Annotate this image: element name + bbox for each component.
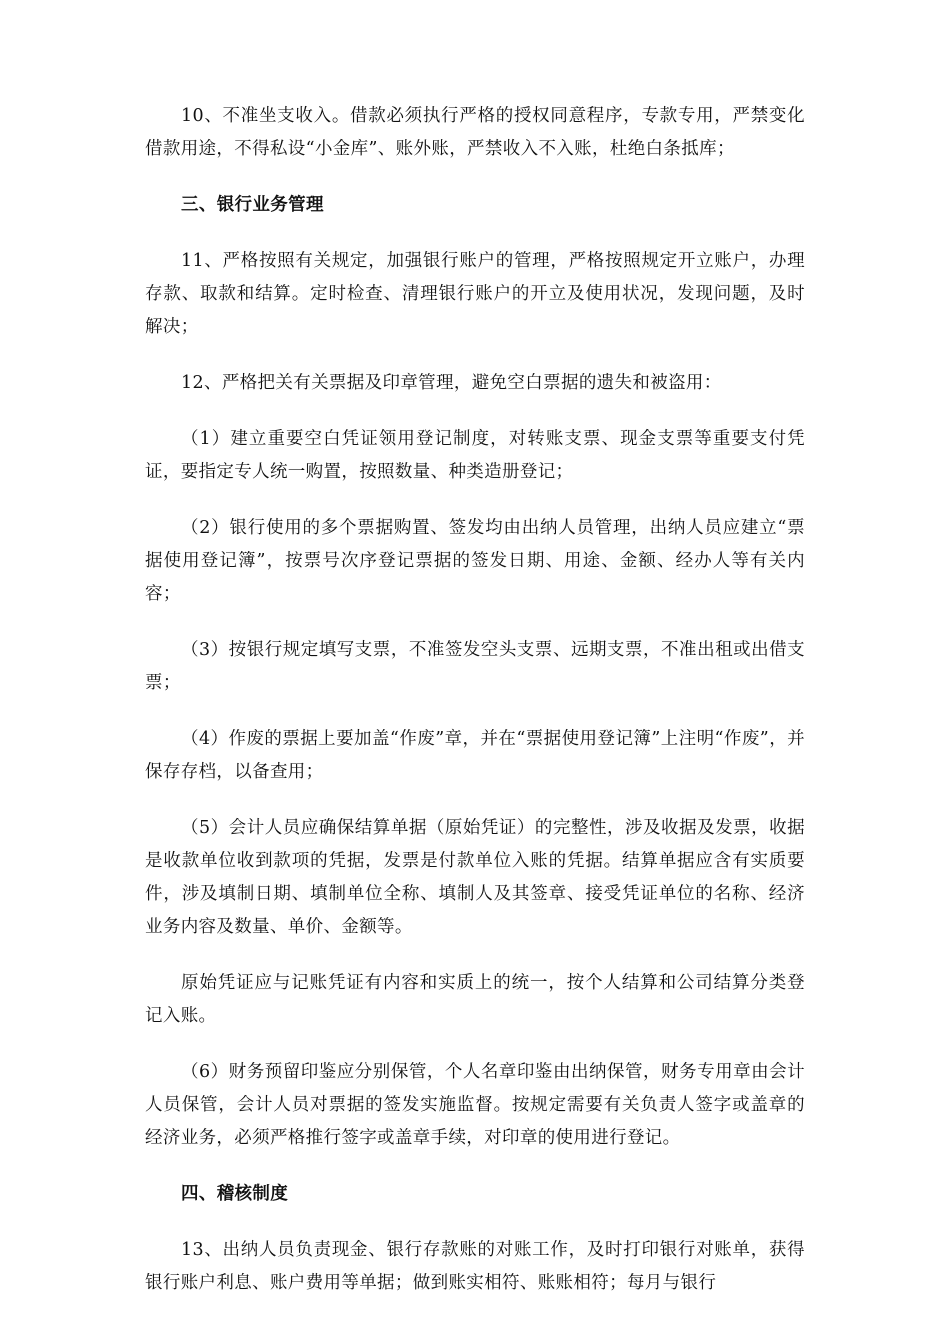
paragraph-item-12: 12、严格把关有关票据及印章管理，避免空白票据的遗失和被盗用： — [181, 373, 722, 393]
paragraph-subitem-6: （6）财务预留印鉴应分别保管，个人名章印鉴由出纳保管，财务专用章由会计人员保管，会计人员对票据的签发实施监督。按规定需要有关负责人签字或盖章的经济业务，必须严格推行签字或盖章手续，对印章的使用进行登记。 — [145, 1062, 805, 1148]
paragraph-subitem-2: （2）银行使用的多个票据购置、签发均由出纳人员管理，出纳人员应建立“票据使用登记簿”，按票号次序登记票据的签发日期、用途、金额、经办人等有关内容； — [145, 518, 805, 604]
paragraph-subitem-1: （1）建立重要空白凭证领用登记制度，对转账支票、现金支票等重要支付凭证，要指定专人统一购置，按照数量、种类造册登记； — [145, 429, 805, 482]
section-heading-audit-system: 四、稽核制度 — [181, 1184, 289, 1204]
paragraph-item-11: 11、严格按照有关规定，加强银行账户的管理，严格按照规定开立账户，办理存款、取款和结算。定时检查、清理银行账户的开立及使用状况，发现问题，及时解决； — [145, 251, 805, 337]
document-body — [145, 100, 805, 1323]
paragraph-item-13: 13、出纳人员负责现金、银行存款账的对账工作，及时打印银行对账单，获得银行账户利息、账户费用等单据；做到账实相符、账账相符；每月与银行 — [145, 1240, 805, 1293]
section-heading-bank-business: 三、银行业务管理 — [181, 195, 324, 215]
paragraph-subitem-3: （3）按银行规定填写支票，不准签发空头支票、远期支票，不准出租或出借支票； — [145, 640, 805, 693]
paragraph-subitem-5: （5）会计人员应确保结算单据（原始凭证）的完整性，涉及收据及发票，收据是收款单位收到款项的凭据，发票是付款单位入账的凭据。结算单据应含有实质要件，涉及填制日期、填制单位全称、填制人及其签章、接受凭证单位的名称、经济业务内容及数量、单价、金额等。 — [145, 818, 805, 937]
paragraph-original-voucher: 原始凭证应与记账凭证有内容和实质上的统一，按个人结算和公司结算分类登记入账。 — [145, 973, 805, 1026]
paragraph-subitem-4: （4）作废的票据上要加盖“作废”章，并在“票据使用登记簿”上注明“作废”，并保存存档，以备查用； — [145, 729, 805, 782]
paragraph-item-10: 10、不准坐支收入。借款必须执行严格的授权同意程序，专款专用，严禁变化借款用途，不得私设“小金库”、账外账，严禁收入不入账，杜绝白条抵库； — [145, 106, 805, 159]
